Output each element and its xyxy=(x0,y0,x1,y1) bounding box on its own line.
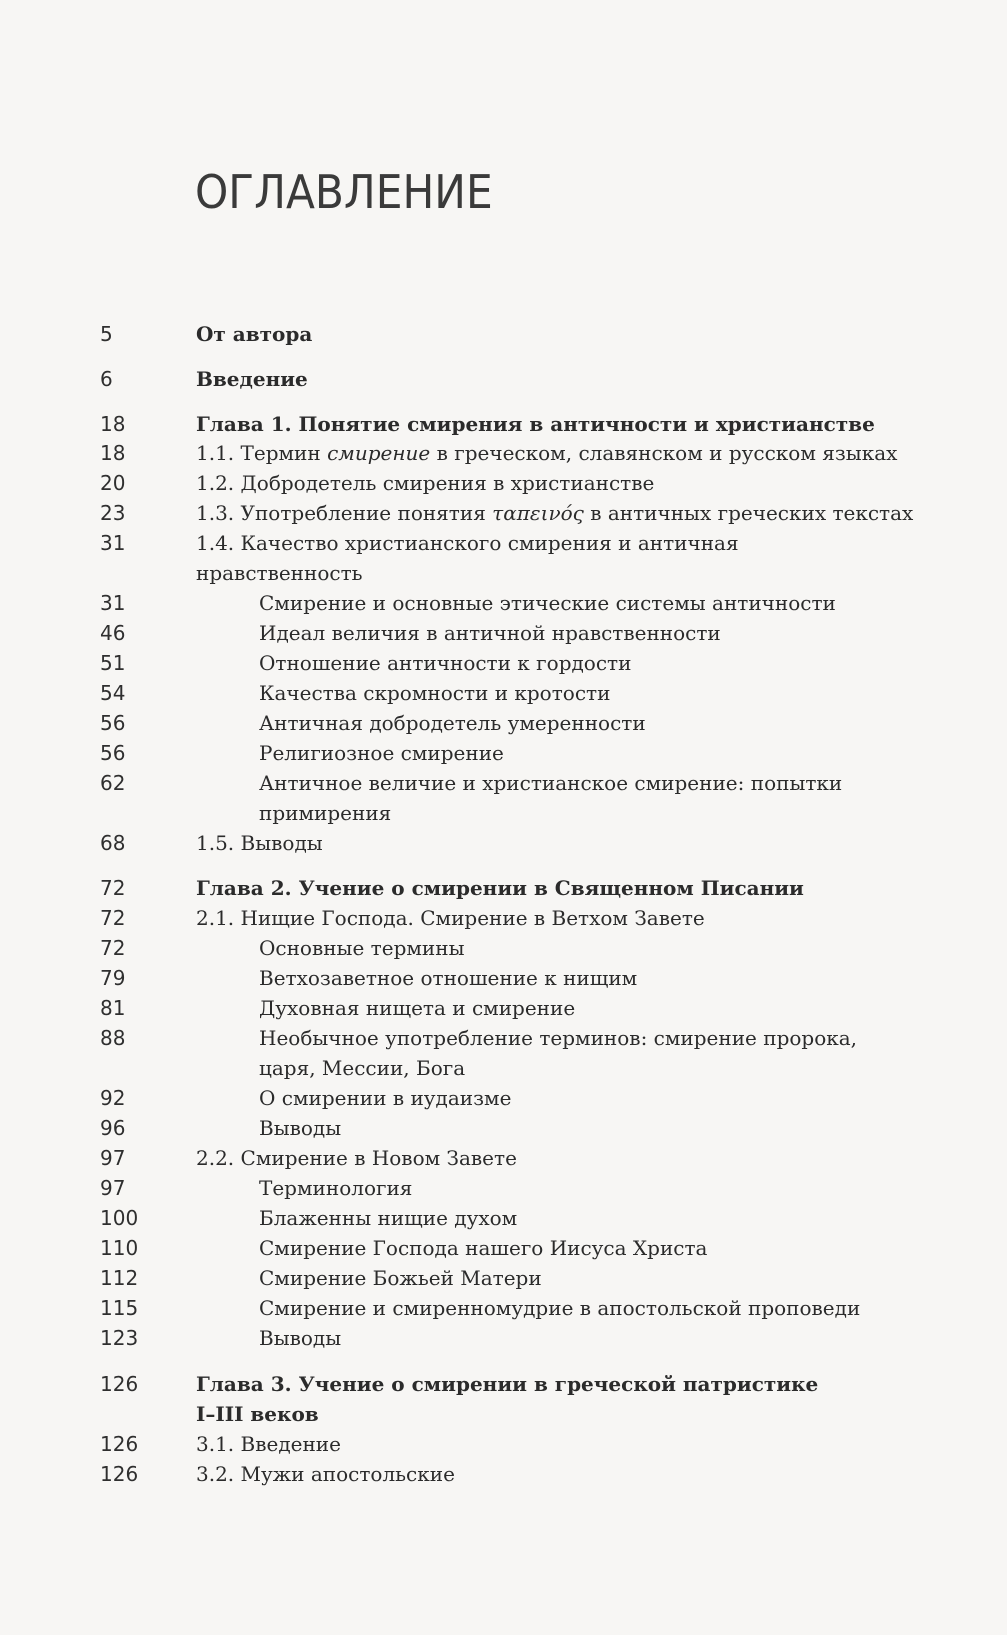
toc-page-number: 5 xyxy=(100,322,113,346)
toc-row xyxy=(0,558,1007,589)
toc-entry-title xyxy=(259,1323,899,1354)
toc-entry-title xyxy=(196,873,896,904)
toc-entry-title xyxy=(259,1173,899,1204)
toc-row xyxy=(0,1113,1007,1144)
toc-entry-title xyxy=(259,963,899,994)
toc-entry-text: Глава 3. Учение о смирении в греческой патристике xyxy=(196,1372,819,1396)
toc-entry-title xyxy=(259,1053,899,1084)
toc-entry-text: Смирение Господа нашего Иисуса Христа xyxy=(259,1236,708,1260)
toc-row xyxy=(0,1399,1007,1430)
toc-entry-text: Античная добродетель умеренности xyxy=(259,711,646,735)
toc-row xyxy=(0,993,1007,1024)
toc-row xyxy=(0,528,1007,559)
toc-entry-text: Идеал величия в античной нравственности xyxy=(259,621,721,645)
toc-page-number: 92 xyxy=(100,1086,126,1110)
toc-page-number: 6 xyxy=(100,367,113,391)
toc-row xyxy=(0,588,1007,619)
toc-entry-text: Качества скромности и кротости xyxy=(259,681,611,705)
toc-entry-text: 1.5. Выводы xyxy=(196,831,323,855)
toc-page-number: 97 xyxy=(100,1176,126,1200)
toc-entry-text: Античное величие и христианское смирение: попытки xyxy=(259,771,843,795)
toc-row xyxy=(0,768,1007,799)
toc-entry-text: в античных греческих текстах xyxy=(583,501,914,525)
toc-entry-text: царя, Мессии, Бога xyxy=(259,1056,466,1080)
toc-entry-text: I–III веков xyxy=(196,1402,319,1426)
toc-entry-title xyxy=(259,993,899,1024)
toc-page-number: 23 xyxy=(100,501,126,525)
toc-row xyxy=(0,933,1007,964)
toc-page-number: 79 xyxy=(100,966,126,990)
toc-entry-text: 1.3. Употребление понятия xyxy=(196,501,493,525)
toc-row xyxy=(0,678,1007,709)
toc-page-number: 18 xyxy=(100,441,126,465)
toc-page-number: 31 xyxy=(100,531,126,555)
toc-entry-text: Введение xyxy=(196,367,308,391)
toc-row xyxy=(0,738,1007,769)
toc-page-number: 51 xyxy=(100,651,126,675)
toc-row xyxy=(0,409,1007,440)
toc-entry-title xyxy=(196,1459,896,1490)
toc-entry-title xyxy=(196,438,896,469)
toc-entry-text: Религиозное смирение xyxy=(259,741,504,765)
toc-page-number: 126 xyxy=(100,1432,139,1456)
toc-entry-text: Основные термины xyxy=(259,936,465,960)
toc-entry-title xyxy=(196,319,896,350)
toc-entry-title xyxy=(259,618,899,649)
toc-row xyxy=(0,1459,1007,1490)
toc-row xyxy=(0,903,1007,934)
toc-entry-title xyxy=(196,1399,896,1430)
toc-entry-title xyxy=(259,933,899,964)
toc-entry-text: От автора xyxy=(196,322,313,346)
toc-row xyxy=(0,498,1007,529)
toc-entry-title xyxy=(259,1083,899,1114)
toc-entry-title xyxy=(196,528,896,559)
toc-row xyxy=(0,364,1007,395)
toc-entry-text: 1.1. Термин xyxy=(196,441,328,465)
toc-row xyxy=(0,1293,1007,1324)
toc-page-number: 126 xyxy=(100,1372,139,1396)
toc-row xyxy=(0,1263,1007,1294)
toc-entry-title xyxy=(196,498,914,529)
toc-page-number: 112 xyxy=(100,1266,139,1290)
toc-entry-title xyxy=(259,1293,899,1324)
toc-entry-title xyxy=(196,1429,896,1460)
toc-entry-text: 2.1. Нищие Господа. Смирение в Ветхом Завете xyxy=(196,906,705,930)
toc-page-number: 115 xyxy=(100,1296,139,1320)
toc-entry-title xyxy=(259,648,899,679)
toc-entry-text: Необычное употребление терминов: смирение пророка, xyxy=(259,1026,858,1050)
toc-entry-text: примирения xyxy=(259,801,392,825)
toc-page-number: 126 xyxy=(100,1462,139,1486)
toc-entry-text: 3.1. Введение xyxy=(196,1432,341,1456)
toc-row xyxy=(0,798,1007,829)
toc-page-number: 68 xyxy=(100,831,126,855)
toc-page-number: 97 xyxy=(100,1146,126,1170)
toc-entry-text: Смирение и смиренномудрие в апостольской проповеди xyxy=(259,1296,861,1320)
toc-entry-text: Глава 1. Понятие смирения в античности и христианстве xyxy=(196,412,875,436)
toc-entry-title xyxy=(196,828,896,859)
toc-page-number: 62 xyxy=(100,771,126,795)
toc-page-number: 81 xyxy=(100,996,126,1020)
toc-row xyxy=(0,873,1007,904)
toc-page-number: 46 xyxy=(100,621,126,645)
page-title: ОГЛАВЛЕНИЕ xyxy=(195,165,493,219)
toc-row xyxy=(0,828,1007,859)
toc-entry-text: Выводы xyxy=(259,1116,342,1140)
toc-page-number: 31 xyxy=(100,591,126,615)
toc-entry-title xyxy=(196,1369,896,1400)
toc-page-number: 54 xyxy=(100,681,126,705)
toc-entry-title xyxy=(196,1143,896,1174)
toc-row xyxy=(0,1023,1007,1054)
toc-row xyxy=(0,618,1007,649)
toc-row xyxy=(0,1429,1007,1460)
toc-entry-text: Блаженны нищие духом xyxy=(259,1206,518,1230)
toc-row xyxy=(0,1173,1007,1204)
toc-entry-text: Смирение Божьей Матери xyxy=(259,1266,542,1290)
toc-entry-title xyxy=(259,1263,899,1294)
toc-entry-title xyxy=(259,1203,899,1234)
toc-entry-title xyxy=(196,409,896,440)
toc-page-number: 72 xyxy=(100,936,126,960)
toc-row xyxy=(0,708,1007,739)
toc-entry-title xyxy=(259,1023,899,1054)
toc-entry-italic-term: ταπεινός xyxy=(492,501,584,525)
toc-row xyxy=(0,963,1007,994)
toc-entry-title xyxy=(196,558,896,589)
toc-page-number: 72 xyxy=(100,906,126,930)
toc-entry-title xyxy=(259,738,899,769)
toc-row xyxy=(0,1053,1007,1084)
toc-page-number: 20 xyxy=(100,471,126,495)
toc-entry-italic-term: смирение xyxy=(327,441,431,465)
toc-entry-title xyxy=(196,903,896,934)
toc-row xyxy=(0,438,1007,469)
toc-row xyxy=(0,1083,1007,1114)
toc-entry-text: Терминология xyxy=(259,1176,413,1200)
toc-row xyxy=(0,1143,1007,1174)
toc-page-number: 100 xyxy=(100,1206,139,1230)
toc-entry-title xyxy=(196,468,896,499)
toc-page-number: 72 xyxy=(100,876,126,900)
toc-row xyxy=(0,319,1007,350)
toc-page-number: 88 xyxy=(100,1026,126,1050)
toc-entry-title xyxy=(259,588,899,619)
toc-entry-title xyxy=(259,708,899,739)
toc-entry-title xyxy=(259,678,899,709)
toc-entry-text: Глава 2. Учение о смирении в Священном Писании xyxy=(196,876,804,900)
toc-page-number: 56 xyxy=(100,711,126,735)
toc-entry-title xyxy=(259,768,899,799)
toc-entry-title xyxy=(259,798,899,829)
toc-entry-text: 1.4. Качество христианского смирения и античная xyxy=(196,531,739,555)
toc-row xyxy=(0,1233,1007,1264)
toc-entry-text: нравственность xyxy=(196,561,363,585)
toc-row xyxy=(0,468,1007,499)
toc-page-number: 110 xyxy=(100,1236,139,1260)
toc-entry-text: 1.2. Добродетель смирения в христианстве xyxy=(196,471,655,495)
toc-entry-text: в греческом, славянском и русском языках xyxy=(430,441,898,465)
toc-page-number: 96 xyxy=(100,1116,126,1140)
toc-entry-text: Духовная нищета и смирение xyxy=(259,996,576,1020)
toc-entry-text: Выводы xyxy=(259,1326,342,1350)
toc-entry-text: Смирение и основные этические системы античности xyxy=(259,591,836,615)
toc-entry-text: 3.2. Мужи апостольские xyxy=(196,1462,455,1486)
toc-entry-text: 2.2. Смирение в Новом Завете xyxy=(196,1146,517,1170)
toc-entry-text: Ветхозаветное отношение к нищим xyxy=(259,966,638,990)
toc-page-number: 123 xyxy=(100,1326,139,1350)
toc-entry-title xyxy=(259,1233,899,1264)
toc-page-number: 56 xyxy=(100,741,126,765)
toc-row xyxy=(0,648,1007,679)
toc-page-number: 18 xyxy=(100,412,126,436)
toc-entry-title xyxy=(259,1113,899,1144)
toc-entry-text: О смирении в иудаизме xyxy=(259,1086,512,1110)
toc-row xyxy=(0,1369,1007,1400)
toc-row xyxy=(0,1203,1007,1234)
toc-entry-title xyxy=(196,364,896,395)
toc-row xyxy=(0,1323,1007,1354)
toc-entry-text: Отношение античности к гордости xyxy=(259,651,632,675)
